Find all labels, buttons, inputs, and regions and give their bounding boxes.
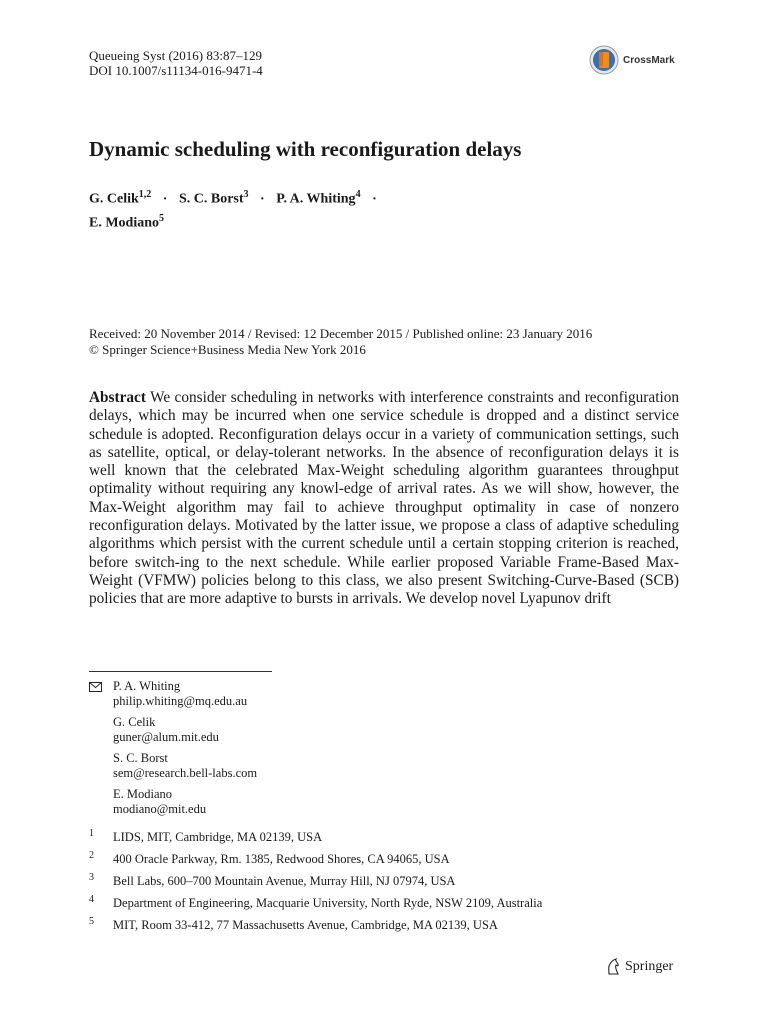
copyright-line: © Springer Science+Business Media New York 2016: [89, 342, 366, 357]
author-affiliation-sup: 1,2: [138, 189, 152, 200]
abstract: [89, 389, 679, 609]
author-name: P. A. Whiting: [276, 191, 356, 207]
publication-history: [89, 326, 709, 358]
author-line-2: [89, 209, 689, 233]
author-name: S. C. Borst: [178, 191, 244, 207]
author-line-1: [89, 185, 689, 209]
doi-link[interactable]: DOI 10.1007/s11134-016-9471-4: [89, 63, 263, 78]
contact-email[interactable]: philip.whiting@mq.edu.au: [113, 693, 248, 708]
author-list: [89, 185, 689, 232]
crossmark-label: CrossMark: [623, 54, 675, 66]
author-affiliation-sup: 4: [355, 189, 361, 200]
contact-entry: [89, 715, 689, 744]
contact-entry: [89, 751, 689, 780]
affiliation-text: LIDS, MIT, Cambridge, MA 02139, USA: [113, 830, 323, 844]
affiliation-item: [89, 830, 709, 845]
crossmark-icon: [589, 45, 619, 75]
contact-name: G. Celik: [113, 715, 156, 729]
author-name: G. Celik: [89, 191, 139, 207]
contact-email[interactable]: guner@alum.mit.edu: [113, 729, 219, 744]
crossmark-badge[interactable]: [589, 45, 684, 75]
affiliation-number: 1: [89, 828, 94, 839]
author-separator: ·: [372, 191, 377, 207]
journal-header: [89, 48, 263, 78]
paper-title: Dynamic scheduling with reconfiguration delays: [89, 137, 522, 161]
contact-entry: [89, 787, 689, 816]
abstract-label: Abstract: [89, 389, 146, 406]
contact-name: P. A. Whiting: [113, 679, 181, 693]
contact-email[interactable]: sem@research.bell-labs.com: [113, 765, 258, 780]
affiliation-list: [89, 830, 709, 940]
affiliation-number: 3: [89, 872, 94, 883]
affiliation-text: MIT, Room 33-412, 77 Massachusetts Avenue, Cambridge, MA 02139, USA: [113, 918, 498, 932]
contact-name: E. Modiano: [113, 787, 173, 801]
affiliation-text: 400 Oracle Parkway, Rm. 1385, Redwood Shores, CA 94065, USA: [113, 852, 450, 866]
author-separator: ·: [260, 191, 265, 207]
affiliation-number: 2: [89, 850, 94, 861]
affiliation-text: Department of Engineering, Macquarie University, North Ryde, NSW 2109, Australia: [113, 896, 543, 910]
affiliation-item: [89, 918, 709, 933]
affiliation-number: 5: [89, 916, 94, 927]
contact-entry: [89, 679, 689, 708]
affiliation-item: [89, 852, 709, 867]
dates-line: Received: 20 November 2014 / Revised: 12 December 2015 / Published online: 23 January 2016: [89, 326, 593, 341]
contact-name: S. C. Borst: [113, 751, 168, 765]
author-affiliation-sup: 5: [159, 212, 165, 224]
publisher-name: Springer: [625, 958, 674, 974]
abstract-text: We consider scheduling in networks with interference constraints and reconfiguration delays, which may be incurred when one service schedule is dropped and a distinct service schedule is adopted. Reconfiguration delays occur in a variety of communication settings, such as satellite, optical, or delay-tolerant networks. In the absence of reconfiguration delays it is well known that the celebrated Max-Weight scheduling algorithm guarantees throughput optimality without requiring any knowl-edge of arrival rates. As we will show, however, the Max-Weight algorithm may fail to achieve throughput optimality in case of nonzero reconfiguration delays. Motivated by the latter issue, we propose a class of adaptive scheduling algorithms which persist with the current schedule until a certain stopping criterion is reached, before switch-ing to the next schedule. While earlier proposed Variable Frame-Based Max-Weight (VFMW) policies belong to this class, we also present Switching-Curve-Based (SCB) policies that are more adaptive to bursts in arrivals. We develop novel Lyapunov drift: [89, 389, 679, 608]
publisher-logo: [606, 958, 673, 975]
affiliation-item: [89, 896, 709, 911]
contact-list: [89, 679, 689, 823]
footnote-divider: [89, 671, 272, 672]
envelope-icon: [89, 682, 102, 692]
author-separator: ·: [162, 191, 168, 207]
author-name: E. Modiano: [89, 215, 160, 231]
affiliation-text: Bell Labs, 600–700 Mountain Avenue, Murray Hill, NJ 07974, USA: [113, 874, 456, 888]
springer-horse-icon: [606, 958, 621, 975]
affiliation-item: [89, 874, 709, 889]
contact-email[interactable]: modiano@mit.edu: [113, 801, 207, 816]
journal-citation: Queueing Syst (2016) 83:87–129: [89, 48, 262, 63]
affiliation-number: 4: [89, 894, 94, 905]
author-affiliation-sup: 3: [243, 189, 249, 200]
